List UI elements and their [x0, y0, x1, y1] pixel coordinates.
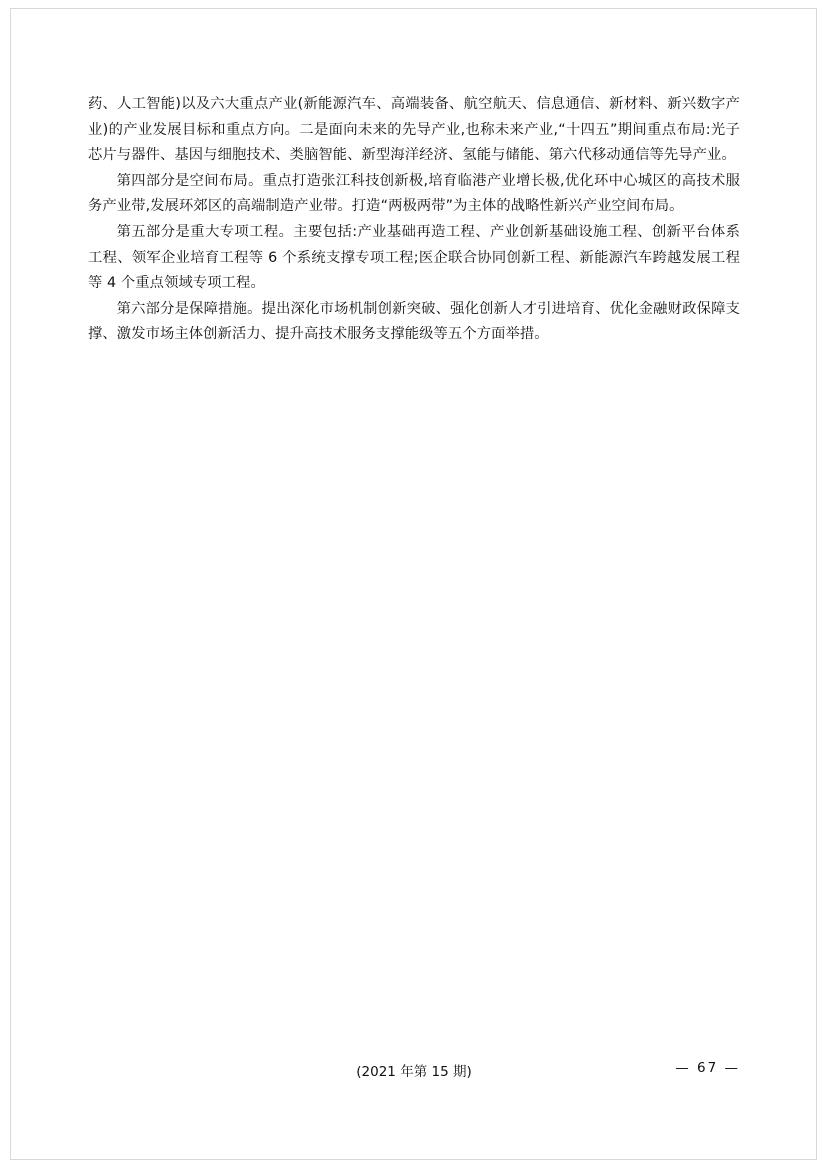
page-body — [88, 92, 740, 348]
footer-page-number: — 67 — — [675, 1060, 740, 1076]
page-footer — [88, 1060, 740, 1082]
paragraph-part-six: 第六部分是保障措施。提出深化市场机制创新突破、强化创新人才引进培育、优化金融财政保障支撑、激发市场主体创新活力、提升高技术服务支撑能级等五个方面举措。 — [88, 300, 740, 343]
paragraph-part-four: 第四部分是空间布局。重点打造张江科技创新极,培育临港产业增长极,优化环中心城区的高技术服务产业带,发展环郊区的高端制造产业带。打造“两极两带”为主体的战略性新兴产业空间布局。 — [88, 172, 740, 215]
paragraph-part-five: 第五部分是重大专项工程。主要包括:产业基础再造工程、产业创新基础设施工程、创新平台体系工程、领军企业培育工程等 6 个系统支撑专项工程;医企联合协同创新工程、新能源汽车跨越发展工程等 4 个重点领域专项工程。 — [88, 223, 740, 292]
footer-issue: (2021 年第 15 期) — [356, 1064, 472, 1080]
paragraph-continued: 药、人工智能)以及六大重点产业(新能源汽车、高端装备、航空航天、信息通信、新材料、新兴数字产业)的产业发展目标和重点方向。二是面向未来的先导产业,也称未来产业,“十四五”期间重点布局:光子芯片与器件、基因与细胞技术、类脑智能、新型海洋经济、氢能与储能、第六代移动通信等先导产业。 — [88, 96, 740, 164]
